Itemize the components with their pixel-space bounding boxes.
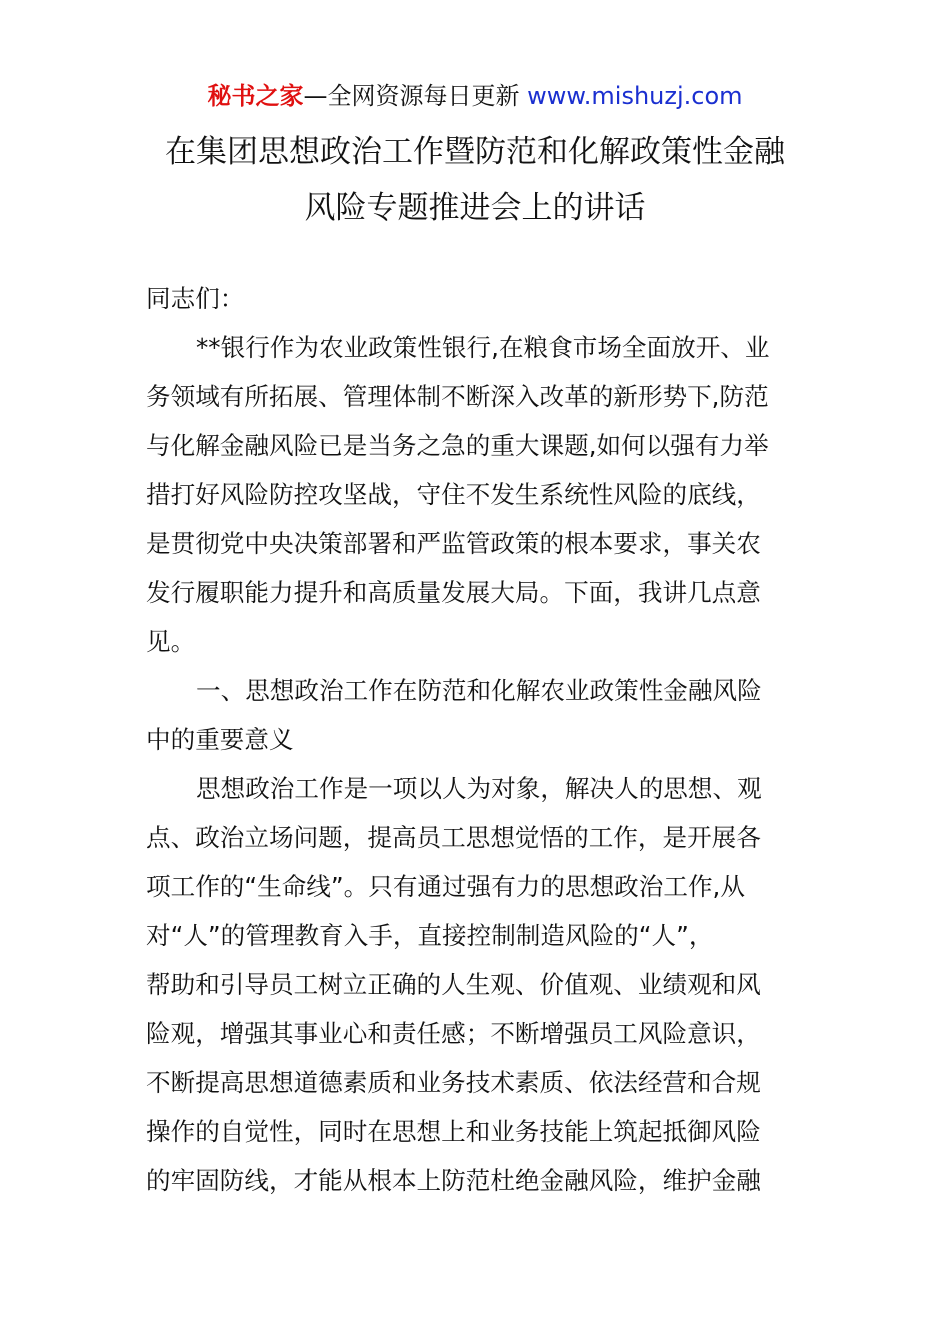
title-line-2: 风险专题推进会上的讲话 (304, 190, 646, 226)
salutation: 同志们： (146, 284, 245, 313)
body-line: 点、政治立场问题，提高员工思想觉悟的工作，是开展各 (146, 823, 761, 852)
body-line: 险观，增强其事业心和责任感；不断增强员工风险意识， (146, 1019, 761, 1048)
section-heading-cont: 中的重要意义 (146, 725, 294, 754)
title-line-1: 在集团思想政治工作暨防范和化解政策性金融 (165, 134, 785, 170)
body-line: 项工作的“生命线”。只有通过强有力的思想政治工作,从 (146, 872, 745, 901)
body-line: 对“人”的管理教育入手，直接控制制造风险的“人”， (146, 921, 714, 950)
body-line: **银行作为农业政策性银行,在粮食市场全面放开、业 (196, 333, 770, 362)
site-header (0, 80, 950, 112)
body-line: 与化解金融风险已是当务之急的重大课题,如何以强有力举 (146, 431, 769, 460)
body-line: 发行履职能力提升和高质量发展大局。下面，我讲几点意 (146, 578, 761, 607)
body-line: 是贯彻党中央决策部署和严监管政策的根本要求，事关农 (146, 529, 761, 558)
body-line: 不断提高思想道德素质和业务技术素质、依法经营和合规 (146, 1068, 761, 1097)
body-line: 措打好风险防控攻坚战，守住不发生系统性风险的底线， (146, 480, 761, 509)
body-line: 的牢固防线，才能从根本上防范杜绝金融风险，维护金融 (146, 1166, 761, 1195)
document-title (0, 124, 950, 236)
document-body (146, 274, 806, 1205)
body-line: 务领域有所拓展、管理体制不断深入改革的新形势下,防范 (146, 382, 769, 411)
header-tagline: —全网资源每日更新 (303, 82, 528, 110)
body-line: 见。 (146, 627, 196, 656)
section-heading: 一、思想政治工作在防范和化解农业政策性金融风险 (196, 676, 762, 705)
body-line: 思想政治工作是一项以人为对象，解决人的思想、观 (196, 774, 762, 803)
brand-name: 秘书之家 (207, 82, 304, 110)
body-line: 帮助和引导员工树立正确的人生观、价值观、业绩观和风 (146, 970, 761, 999)
body-line: 操作的自觉性，同时在思想上和业务技能上筑起抵御风险 (146, 1117, 761, 1146)
header-url-link[interactable]: www.mishuzj.com (527, 82, 743, 110)
